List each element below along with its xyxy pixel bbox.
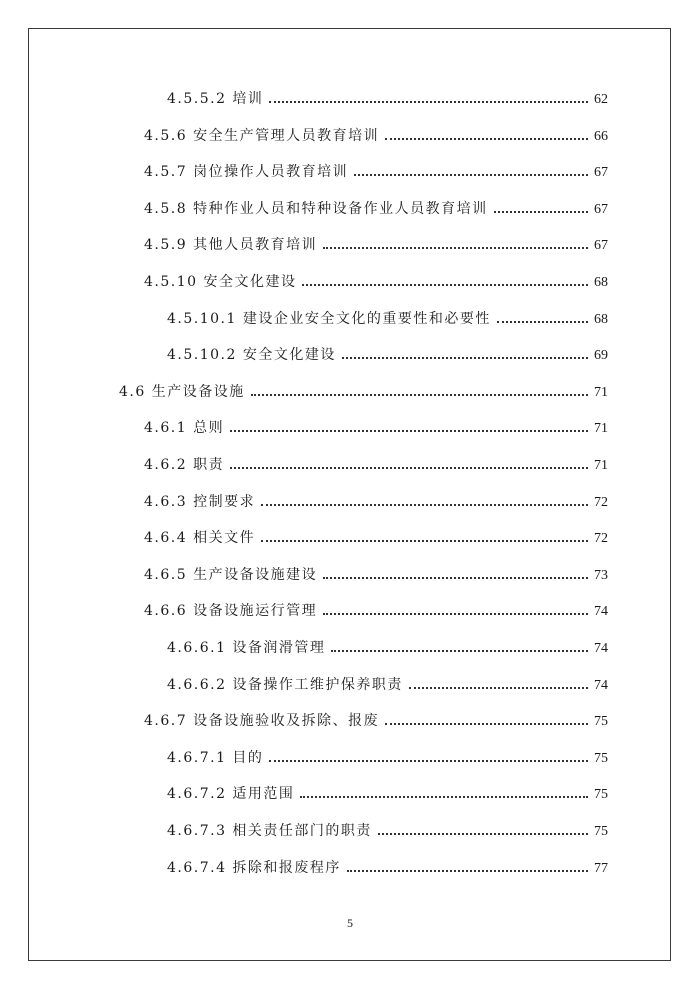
toc-entry[interactable]: [144, 157, 608, 181]
toc-entry[interactable]: [167, 304, 608, 328]
toc-entry-page: 67: [594, 165, 608, 181]
toc-entry-title: 4.5.10 安全文化建设: [144, 274, 297, 290]
toc-dot-leader: [347, 870, 588, 872]
toc-dot-leader: [261, 540, 588, 542]
toc-entry[interactable]: [144, 413, 608, 437]
toc-dot-leader: [323, 577, 588, 579]
toc-entry-page: 62: [594, 92, 608, 107]
toc-entry-page: 67: [594, 238, 608, 254]
toc-entry-title: 4.6.7.4 拆除和报废程序: [167, 859, 341, 876]
toc-dot-leader: [300, 796, 588, 798]
toc-entry-page: 74: [594, 641, 608, 656]
toc-dot-leader: [494, 211, 588, 213]
toc-entry[interactable]: [144, 596, 608, 620]
toc-dot-leader: [354, 174, 588, 176]
toc-entry-page: 75: [594, 714, 608, 730]
toc-dot-leader: [251, 394, 588, 396]
toc-dot-leader: [302, 284, 588, 286]
toc-entry[interactable]: [144, 560, 608, 584]
toc-dot-leader: [342, 357, 588, 359]
toc-dot-leader: [385, 723, 588, 725]
toc-dot-leader: [497, 321, 588, 323]
toc-entry-title: 4.6.6.1 设备润滑管理: [167, 640, 326, 656]
toc-entry[interactable]: [144, 267, 608, 291]
toc-dot-leader: [323, 247, 588, 249]
toc-entry-page: 68: [594, 311, 608, 327]
toc-entry-page: 74: [594, 604, 608, 620]
toc-dot-leader: [269, 101, 588, 103]
toc-entry-page: 66: [594, 128, 608, 144]
toc-entry[interactable]: [167, 743, 608, 767]
toc-entry[interactable]: [167, 670, 608, 694]
toc-entry-page: 74: [594, 677, 608, 693]
toc-dot-leader: [269, 760, 588, 762]
page-number: 5: [347, 916, 353, 930]
toc-entry-page: 72: [594, 531, 608, 547]
toc-entry[interactable]: [144, 706, 608, 730]
toc-entry[interactable]: [144, 194, 608, 218]
toc-entry[interactable]: [167, 633, 608, 657]
toc-entry-title: 4.5.9 其他人员教育培训: [144, 237, 318, 254]
toc-entry-title: 4.6.6 设备设施运行管理: [144, 603, 318, 620]
toc-entry-page: 72: [594, 494, 608, 510]
toc-entry[interactable]: [167, 853, 608, 877]
toc-entry[interactable]: [119, 377, 608, 401]
toc-entry-page: 75: [594, 787, 608, 803]
toc-entry-title: 4.6.6.2 设备操作工维护保养职责: [167, 676, 403, 693]
toc-dot-leader: [230, 430, 588, 432]
toc-entry-page: 77: [594, 860, 608, 876]
toc-entry-title: 4.5.5.2 培训: [167, 91, 264, 107]
toc-entry-title: 4.5.10.1 建设企业安全文化的重要性和必要性: [167, 310, 491, 327]
toc-entry-page: 71: [594, 384, 608, 400]
toc-entry-title: 4.5.6 安全生产管理人员教育培训: [144, 127, 380, 144]
toc-entry-title: 4.5.8 特种作业人员和特种设备作业人员教育培训: [144, 200, 488, 217]
toc-entry-title: 4.6 生产设备设施: [119, 383, 245, 400]
toc-entry-page: 69: [594, 348, 608, 364]
toc-entry-title: 4.6.7 设备设施验收及拆除、报废: [144, 713, 380, 730]
toc-entry[interactable]: [167, 816, 608, 840]
toc-entry-title: 4.6.5 生产设备设施建设: [144, 566, 318, 583]
toc-entry[interactable]: [167, 84, 608, 108]
toc-entry-title: 4.6.2 职责: [144, 457, 225, 473]
toc-entry-title: 4.5.7 岗位操作人员教育培训: [144, 164, 349, 181]
toc-entry-title: 4.6.7.3 相关责任部门的职责: [167, 823, 372, 839]
toc-entry-title: 4.5.10.2 安全文化建设: [167, 347, 336, 364]
toc-dot-leader: [261, 504, 588, 506]
toc-entry[interactable]: [144, 230, 608, 254]
toc-entry-page: 71: [594, 421, 608, 437]
toc-entry-title: 4.6.1 总则: [144, 420, 225, 437]
toc-entry-page: 75: [594, 824, 608, 839]
toc-entry[interactable]: [167, 340, 608, 364]
toc-entry-page: 73: [594, 567, 608, 583]
toc-entry-title: 4.6.4 相关文件: [144, 530, 256, 547]
toc-entry[interactable]: [144, 487, 608, 511]
toc-entry[interactable]: [144, 523, 608, 547]
toc-dot-leader: [323, 613, 588, 615]
toc-entry-page: 75: [594, 750, 608, 766]
toc-entry-page: 67: [594, 201, 608, 217]
toc-entry-title: 4.6.7.1 目的: [167, 749, 264, 766]
toc-entry-title: 4.6.3 控制要求: [144, 493, 256, 510]
toc-entry[interactable]: [144, 450, 608, 474]
toc-entry-page: 68: [594, 275, 608, 290]
toc-dot-leader: [230, 467, 588, 469]
toc-dot-leader: [409, 687, 588, 689]
toc-dot-leader: [378, 833, 588, 835]
toc-entry-page: 71: [594, 458, 608, 473]
toc-dot-leader: [331, 650, 588, 652]
toc-entry-title: 4.6.7.2 适用范围: [167, 786, 295, 803]
toc-entry[interactable]: [144, 121, 608, 145]
toc-entry[interactable]: [167, 779, 608, 803]
toc-dot-leader: [385, 138, 588, 140]
